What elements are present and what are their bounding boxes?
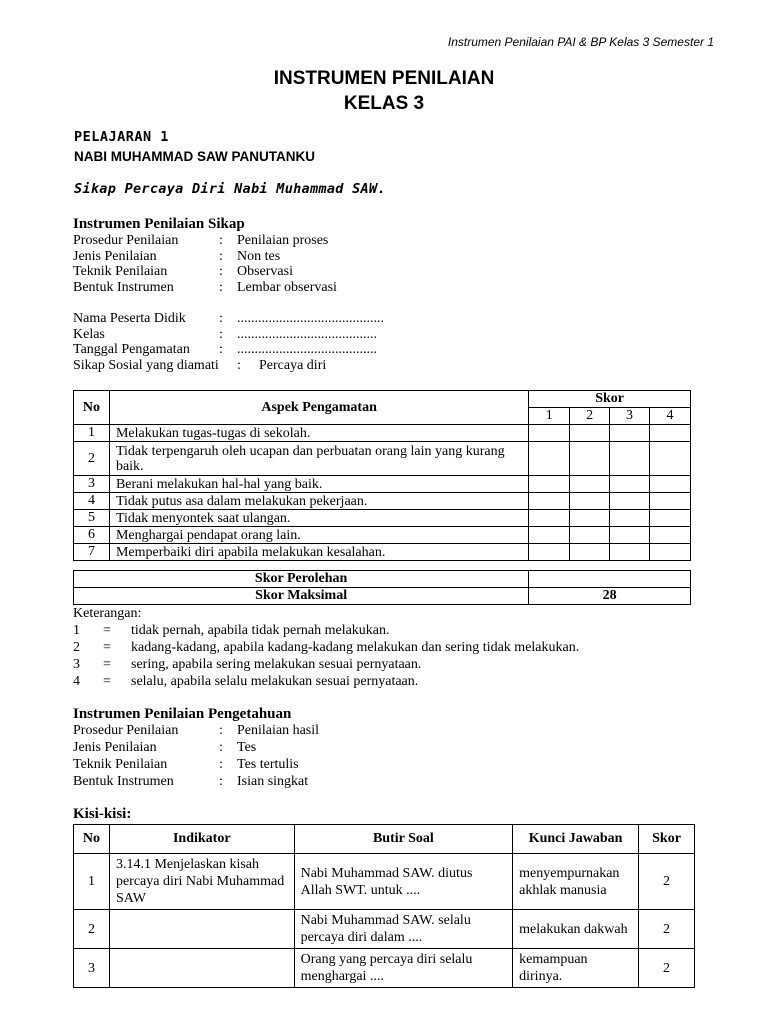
score-cell[interactable] [610,527,650,544]
row-skor: 2 [639,910,695,949]
row-skor: 2 [639,949,695,988]
field-value: Penilaian proses [237,233,329,248]
row-aspek: Tidak putus asa dalam melakukan pekerjaan. [109,493,528,510]
score-cell[interactable] [570,527,610,544]
field-label: Teknik Penilaian [73,757,168,772]
skor-maksimal-label: Skor Maksimal [74,588,529,605]
col-header-butir-soal: Butir Soal [294,825,513,854]
field-label: Jenis Penilaian [73,740,157,755]
class-blank: ........................................ [237,326,377,342]
row-no: 2 [74,910,110,949]
table-row [74,854,695,910]
score-cell[interactable] [610,476,650,493]
row-butir-soal: Nabi Muhammad SAW. selalu percaya diri dalam .... [294,910,513,949]
skor-col-header: 3 [610,408,650,425]
field-colon: : [219,326,223,342]
row-no: 1 [74,425,110,442]
row-no: 6 [74,527,110,544]
legend-text: tidak pernah, apabila tidak pernah melakukan. [131,623,390,638]
field-colon: : [219,342,223,358]
legend-score: 4 [73,674,80,689]
field-colon: : [219,774,223,789]
date-blank: ........................................ [237,342,377,358]
page-subtitle: KELAS 3 [343,93,425,114]
row-aspek: Memperbaiki diri apabila melakukan kesalahan. [109,544,528,561]
legend-score: 2 [73,640,80,655]
row-indikator [109,910,294,949]
row-aspek: Melakukan tugas-tugas di sekolah. [109,425,528,442]
legend-score: 1 [73,623,80,638]
kisi-heading: Kisi-kisi: [73,806,132,822]
row-no: 3 [74,949,110,988]
score-cell[interactable] [610,544,650,561]
score-summary-row [74,588,691,605]
lesson-subtitle: Sikap Percaya Diri Nabi Muhammad SAW. [74,181,386,197]
row-no: 7 [74,544,110,561]
row-aspek: Berani melakukan hal-hal yang baik. [109,476,528,493]
field-colon: : [219,757,223,772]
score-cell[interactable] [650,493,691,510]
score-cell[interactable] [650,476,691,493]
score-cell[interactable] [529,425,570,442]
legend-equals: = [103,674,111,689]
field-colon: : [219,311,223,326]
field-colon: : [219,264,223,280]
table-row [74,510,691,527]
skor-maksimal-value: 28 [529,588,691,605]
score-cell[interactable] [610,493,650,510]
legend-score: 3 [73,657,80,672]
score-cell[interactable] [650,510,691,527]
row-no: 3 [74,476,110,493]
row-aspek: Menghargai pendapat orang lain. [109,527,528,544]
row-skor: 2 [639,854,695,910]
score-cell[interactable] [570,476,610,493]
keterangan-title: Keterangan: [73,606,142,621]
legend-item [73,656,422,673]
table-row [74,527,691,544]
score-cell[interactable] [650,527,691,544]
row-kunci-jawaban: melakukan dakwah [513,910,639,949]
score-summary-table [73,570,691,605]
table-row [74,910,695,949]
field-colon: : [219,233,223,248]
score-cell[interactable] [529,493,570,510]
legend-text: kadang-kadang, apabila kadang-kadang melakukan dan sering tidak melakukan. [131,640,580,655]
legend-item [73,639,580,656]
table-row [74,476,691,493]
field-value: Isian singkat [237,774,309,789]
sikap-observation-table [73,390,691,561]
lesson-title: NABI MUHAMMAD SAW PANUTANKU [74,149,315,164]
field-label: Prosedur Penilaian [73,723,179,738]
row-indikator: 3.14.1 Menjelaskan kisah percaya diri Nabi Muhammad SAW [109,854,294,910]
field-label: Bentuk Instrumen [73,280,174,296]
field-label: Bentuk Instrumen [73,774,174,789]
skor-perolehan-value[interactable] [529,571,691,588]
col-header-indikator: Indikator [109,825,294,854]
score-cell[interactable] [529,442,570,476]
running-header: Instrumen Penilaian PAI & BP Kelas 3 Semester 1 [447,35,714,49]
row-butir-soal: Nabi Muhammad SAW. diutus Allah SWT. untuk .... [294,854,513,910]
row-kunci-jawaban: kemampuan dirinya. [513,949,639,988]
pengetahuan-heading: Instrumen Penilaian Pengetahuan [73,706,292,722]
field-label: Teknik Penilaian [73,264,168,280]
legend-equals: = [103,623,111,638]
row-aspek: Tidak menyontek saat ulangan. [109,510,528,527]
score-summary-row [74,571,691,588]
field-value: Tes [237,740,257,755]
row-no: 1 [74,854,110,910]
col-header-kunci-jawaban: Kunci Jawaban [513,825,639,854]
score-cell[interactable] [529,510,570,527]
legend-item [73,622,390,639]
row-butir-soal: Orang yang percaya diri selalu menghargai .... [294,949,513,988]
row-no: 4 [74,493,110,510]
table-header-row [74,825,695,854]
row-indikator [109,949,294,988]
row-no: 2 [74,442,110,476]
table-row [74,493,691,510]
legend-equals: = [103,657,111,672]
score-cell[interactable] [529,544,570,561]
legend-text: selalu, apabila selalu melakukan sesuai pernyataan. [131,674,419,689]
score-cell[interactable] [570,544,610,561]
col-header-no: No [74,825,110,854]
field-colon: : [219,248,223,264]
legend-text: sering, apabila sering melakukan sesuai pernyataan. [131,657,422,672]
score-cell[interactable] [610,510,650,527]
col-header-aspek: Aspek Pengamatan [109,391,528,425]
legend-item [73,673,419,690]
field-value: Non tes [237,248,281,264]
score-cell[interactable] [610,442,650,476]
row-aspek: Tidak terpengaruh oleh ucapan dan perbuatan orang lain yang kurang baik. [109,442,528,476]
score-cell[interactable] [570,442,610,476]
identity-label: Tanggal Pengamatan [73,342,190,358]
identity-label: Sikap Sosial yang diamati [73,358,219,374]
field-value: Penilaian hasil [237,723,320,738]
field-colon: : [219,723,223,738]
skor-col-header: 1 [529,408,570,425]
field-colon: : [237,358,241,374]
field-label: Prosedur Penilaian [73,233,179,248]
row-no: 5 [74,510,110,527]
table-row [74,425,691,442]
skor-col-header: 4 [650,408,691,425]
score-cell[interactable] [570,493,610,510]
col-header-skor: Skor [529,391,691,408]
skor-perolehan-label: Skor Perolehan [74,571,529,588]
page-title: INSTRUMEN PENILAIAN [273,68,495,89]
row-kunci-jawaban: menyempurnakan akhlak manusia [513,854,639,910]
lesson-number: PELAJARAN 1 [74,129,169,145]
score-cell[interactable] [650,442,691,476]
score-cell[interactable] [650,544,691,561]
score-cell[interactable] [570,425,610,442]
table-row [74,949,695,988]
kisi-kisi-table [73,824,695,988]
field-value: Observasi [237,264,293,280]
skor-col-header: 2 [570,408,610,425]
field-colon: : [219,740,223,755]
legend-equals: = [103,640,111,655]
table-row [74,442,691,476]
field-colon: : [219,280,223,296]
score-cell[interactable] [570,510,610,527]
score-cell[interactable] [529,527,570,544]
col-header-skor: Skor [639,825,695,854]
score-cell[interactable] [610,425,650,442]
field-label: Jenis Penilaian [73,248,157,264]
identity-value: Percaya diri [259,358,327,374]
score-cell[interactable] [529,476,570,493]
score-cell[interactable] [650,425,691,442]
field-value: Lembar observasi [237,280,337,296]
table-row [74,544,691,561]
field-value: Tes tertulis [237,757,299,772]
identity-label: Nama Peserta Didik [73,311,186,326]
sikap-heading: Instrumen Penilaian Sikap [73,216,245,232]
name-blank: .......................................... [237,311,384,326]
identity-label: Kelas [73,326,105,342]
keterangan-legend [73,605,580,690]
col-header-no: No [74,391,110,425]
